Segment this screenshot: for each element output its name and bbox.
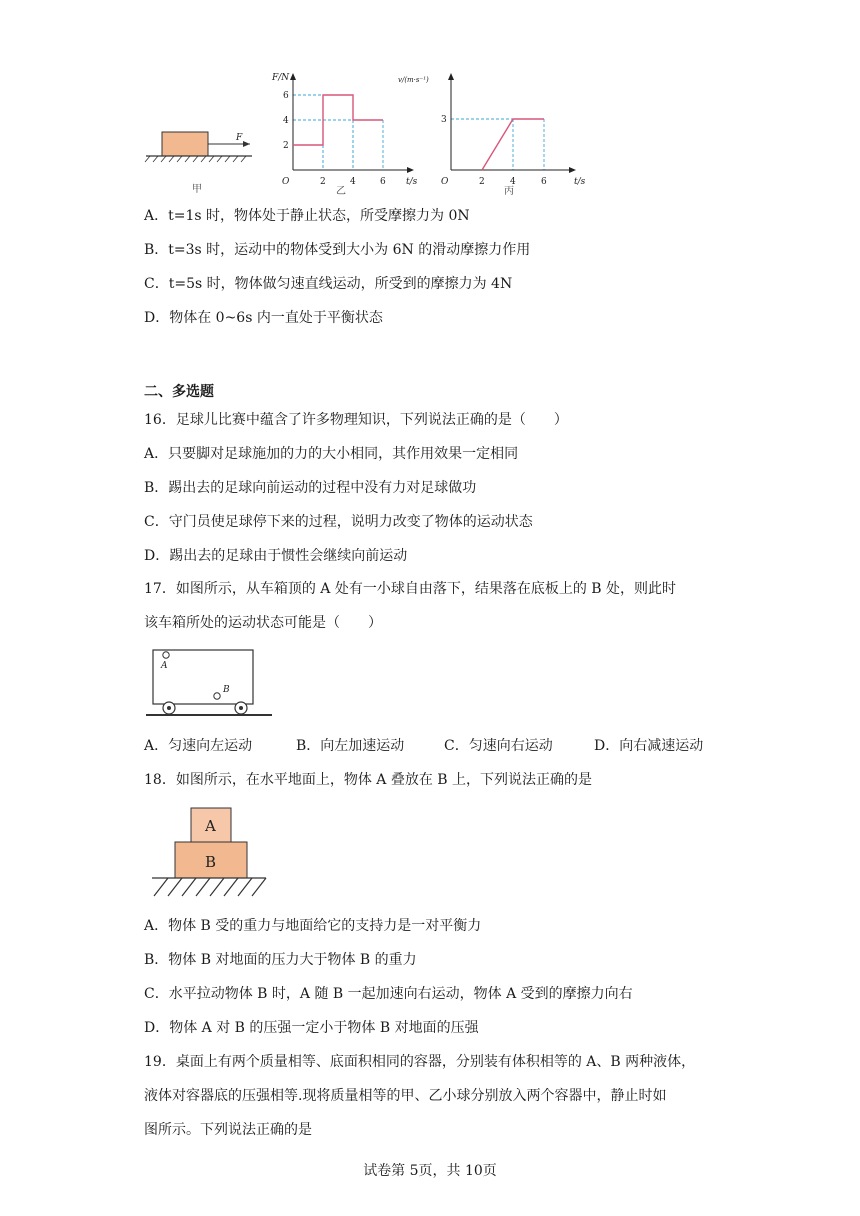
q18-option-d[interactable]: D．物体 A 对 B 的压强一定小于物体 B 对地面的压强: [144, 1020, 479, 1036]
y-axis-label: v/(m·s⁻¹): [398, 76, 429, 84]
origin-label: O: [441, 177, 449, 187]
q18-figure-blocks: [148, 806, 270, 902]
wheel-right-hub: [239, 706, 243, 710]
label-b: B: [223, 685, 230, 695]
q17-stem-line1: 17．如图所示，从车箱顶的 A 处有一小球自由落下，结果落在底板上的 B 处，则此时: [144, 581, 677, 597]
q18-option-b[interactable]: B．物体 B 对地面的压力大于物体 B 的重力: [144, 952, 417, 968]
x-axis-arrow: [407, 167, 414, 173]
q19-stem-line3: 图所示。下列说法正确的是: [144, 1122, 312, 1138]
caption-jia: 甲: [192, 184, 202, 195]
q17-stem-line2: 该车箱所处的运动状态可能是（ ）: [144, 615, 382, 631]
wheel-left-hub: [167, 706, 171, 710]
x-tick-label: 6: [541, 177, 547, 187]
q15-chart-force-time: [270, 70, 420, 198]
x-tick-label: 6: [380, 177, 386, 187]
q18-option-c[interactable]: C．水平拉动物体 B 时，A 随 B 一起加速向右运动，物体 A 受到的摩擦力向右: [144, 986, 633, 1002]
q17-option-b[interactable]: B．向左加速运动: [296, 738, 405, 754]
force-label: F: [236, 133, 243, 143]
y-axis-arrow: [290, 73, 296, 80]
force-arrowhead: [243, 141, 250, 147]
q16-option-b[interactable]: B．踢出去的足球向前运动的过程中没有力对足球做功: [144, 480, 477, 496]
ground-hatch: [145, 156, 246, 162]
q17-figure-cart: [142, 644, 282, 724]
q16-option-c[interactable]: C．守门员使足球停下来的过程，说明力改变了物体的运动状态: [144, 514, 533, 530]
q15-option-c[interactable]: C．t=5s 时，物体做匀速直线运动，所受到的摩擦力为 4N: [144, 276, 513, 292]
block: [162, 132, 208, 156]
page-footer: 试卷第 5页，共 10页: [363, 1163, 497, 1179]
q15-chart-velocity-time: [398, 70, 594, 198]
q16-stem: 16．足球儿比赛中蕴含了许多物理知识，下列说法正确的是（ ）: [144, 412, 568, 428]
y-axis-arrow: [448, 73, 454, 80]
x-tick-label: 2: [320, 177, 326, 187]
x-axis-label: t/s: [406, 177, 418, 187]
ball-a: [163, 652, 169, 658]
q16-option-d[interactable]: D．踢出去的足球由于惯性会继续向前运动: [144, 548, 408, 564]
section-title: 二、多选题: [144, 384, 214, 400]
caption-bing: 丙: [504, 186, 514, 197]
x-axis-label: t/s: [574, 177, 586, 187]
y-tick-label: 4: [283, 116, 289, 126]
label-a: A: [161, 661, 168, 671]
y-tick-label: 3: [441, 115, 447, 125]
y-axis-label: F/N: [272, 73, 290, 83]
caption-yi: 乙: [336, 186, 346, 197]
y-tick-label: 2: [283, 141, 289, 151]
x-tick-label: 2: [479, 177, 485, 187]
q17-option-a[interactable]: A．匀速向左运动: [144, 738, 253, 754]
q15-figure-jia: [140, 120, 260, 200]
q15-option-d[interactable]: D．物体在 0~6s 内一直处于平衡状态: [144, 310, 383, 326]
q18-stem: 18．如图所示，在水平地面上，物体 A 叠放在 B 上，下列说法正确的是: [144, 772, 593, 788]
x-tick-label: 4: [350, 177, 356, 187]
q19-stem-line1: 19．桌面上有两个质量相等、底面积相同的容器，分别装有体积相等的 A、B 两种液体，: [144, 1054, 696, 1070]
q15-option-b[interactable]: B．t=3s 时，运动中的物体受到大小为 6N 的滑动摩擦力作用: [144, 242, 531, 258]
origin-label: O: [282, 177, 290, 187]
ground-hatch: [154, 878, 266, 896]
q16-option-a[interactable]: A．只要脚对足球施加的力的大小相同，其作用效果一定相同: [144, 446, 519, 462]
ball-b: [214, 693, 220, 699]
q19-stem-line2: 液体对容器底的压强相等.现将质量相等的甲、乙小球分别放入两个容器中，静止时如: [144, 1088, 667, 1104]
q17-option-c[interactable]: C．匀速向右运动: [444, 738, 553, 754]
block-a-label: A: [205, 817, 216, 835]
q18-option-a[interactable]: A．物体 B 受的重力与地面给它的支持力是一对平衡力: [144, 918, 482, 934]
y-tick-label: 6: [283, 91, 289, 101]
x-axis-arrow: [569, 167, 576, 173]
x-tick-label: 4: [510, 177, 516, 187]
q15-option-a[interactable]: A．t=1s 时，物体处于静止状态，所受摩擦力为 0N: [144, 208, 470, 224]
block-b-label: B: [205, 853, 217, 871]
q17-option-d[interactable]: D．向右减速运动: [594, 738, 704, 754]
